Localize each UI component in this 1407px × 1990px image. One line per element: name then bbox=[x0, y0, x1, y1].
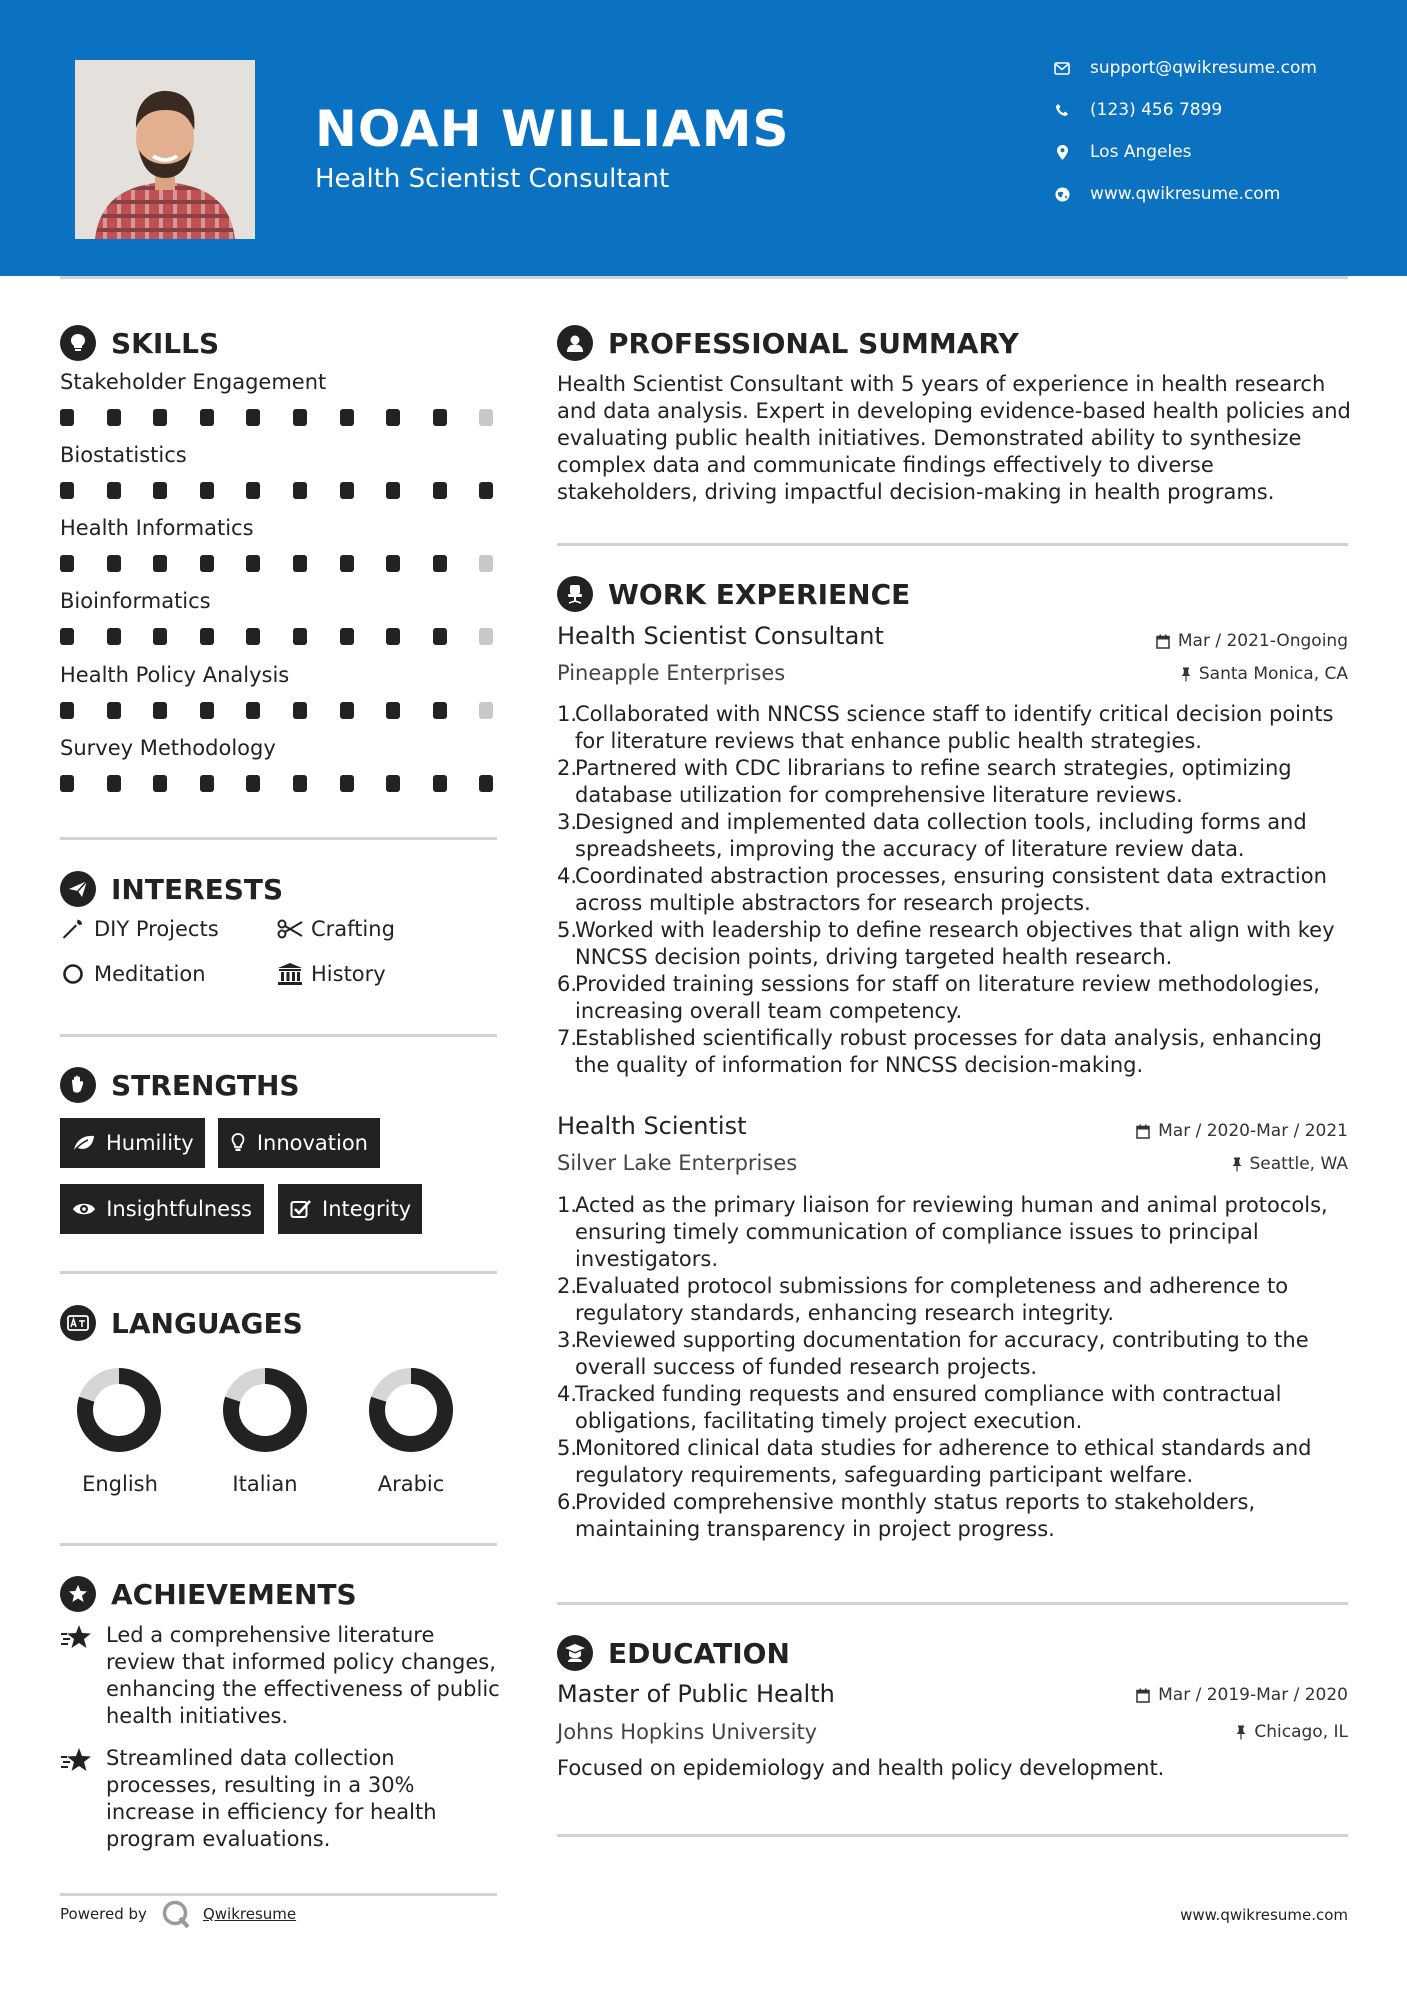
responsibility-number: 2. bbox=[557, 756, 578, 780]
responsibility-text: Designed and implemented data collection tools, including forms and spreadsheets, improving the accuracy of literature review data. bbox=[575, 810, 1307, 861]
education-location-text: Chicago, IL bbox=[1254, 1722, 1348, 1742]
education-heading: EDUCATION bbox=[608, 1636, 790, 1670]
qwikresume-logo-icon bbox=[161, 1899, 191, 1929]
education-degree: Master of Public Health bbox=[557, 1680, 835, 1708]
pushpin-icon bbox=[1232, 1157, 1242, 1172]
header-divider bbox=[60, 276, 1348, 279]
star-badge-icon bbox=[60, 1576, 96, 1612]
responsibility-item bbox=[557, 1025, 1357, 1079]
skill-rating-dot bbox=[60, 482, 74, 499]
language-level-ring bbox=[76, 1367, 162, 1453]
skill-label: Health Policy Analysis bbox=[60, 663, 290, 687]
skill-rating bbox=[60, 775, 500, 793]
skill-rating-dot bbox=[293, 628, 307, 645]
skill-rating-dot bbox=[60, 702, 74, 719]
skill-rating-dot bbox=[246, 482, 260, 499]
check-square-icon bbox=[290, 1199, 312, 1219]
skill-rating-dot bbox=[340, 628, 354, 645]
skill-rating-dot bbox=[479, 628, 493, 645]
responsibility-text: Monitored clinical data studies for adherence to ethical standards and regulatory requirements, safeguarding participant welfare. bbox=[575, 1436, 1312, 1487]
responsibility-number: 3. bbox=[557, 1328, 578, 1352]
powered-by bbox=[60, 1899, 296, 1929]
job-title: Health Scientist bbox=[557, 1112, 747, 1140]
experience-section-heading bbox=[557, 576, 910, 612]
pushpin-icon bbox=[1236, 1725, 1246, 1740]
skill-rating-dot bbox=[246, 775, 260, 792]
education-school: Johns Hopkins University bbox=[557, 1720, 818, 1744]
pushpin-icon bbox=[1181, 667, 1191, 682]
candidate-title: Health Scientist Consultant bbox=[315, 164, 670, 194]
leaf-icon bbox=[72, 1134, 96, 1152]
section-divider bbox=[60, 837, 497, 840]
responsibility-item bbox=[557, 1381, 1357, 1435]
skill-rating-dot bbox=[107, 628, 121, 645]
responsibility-text: Evaluated protocol submissions for completeness and adherence to regulatory standards, enhancing research integrity. bbox=[575, 1274, 1289, 1325]
skill-rating-dot bbox=[479, 775, 493, 792]
skill-rating-dot bbox=[433, 409, 447, 426]
section-divider bbox=[60, 1034, 497, 1037]
skill-rating-dot bbox=[433, 482, 447, 499]
calendar-icon bbox=[1136, 1124, 1150, 1139]
skill-rating-dot bbox=[340, 409, 354, 426]
circle-icon bbox=[60, 963, 86, 985]
skill-rating-dot bbox=[107, 702, 121, 719]
section-divider bbox=[60, 1893, 497, 1896]
responsibility-item bbox=[557, 755, 1357, 809]
strength-chip bbox=[60, 1118, 205, 1168]
responsibility-item bbox=[557, 701, 1357, 755]
skill-rating-dot bbox=[200, 775, 214, 792]
skill-rating-dot bbox=[479, 702, 493, 719]
user-icon bbox=[557, 325, 593, 361]
contact-location-text: Los Angeles bbox=[1090, 142, 1192, 162]
responsibility-item bbox=[557, 1192, 1357, 1273]
graduate-icon bbox=[557, 1635, 593, 1671]
interests-heading: INTERESTS bbox=[111, 872, 284, 906]
achievement-text: Streamlined data collection processes, resulting in a 30% increase in efficiency for health program evaluations. bbox=[106, 1746, 437, 1851]
contact-website-text: www.qwikresume.com bbox=[1090, 184, 1281, 204]
responsibility-text: Partnered with CDC librarians to refine search strategies, optimizing database utilization for comprehensive literature reviews. bbox=[575, 756, 1292, 807]
responsibility-number: 5. bbox=[557, 918, 578, 942]
skill-rating-dot bbox=[153, 555, 167, 572]
phone-icon bbox=[1050, 103, 1074, 117]
education-description: Focused on epidemiology and health policy development. bbox=[557, 1756, 1165, 1780]
language-level-ring bbox=[368, 1367, 454, 1453]
achievements-section-heading bbox=[60, 1576, 357, 1612]
responsibility-item bbox=[557, 1489, 1357, 1543]
qwikresume-link[interactable]: Qwikresume bbox=[202, 1905, 297, 1923]
skill-rating bbox=[60, 409, 500, 427]
interest-label: Crafting bbox=[311, 917, 395, 941]
strength-chip bbox=[218, 1118, 380, 1168]
job-location bbox=[1181, 664, 1348, 684]
skill-rating-dot bbox=[246, 555, 260, 572]
skill-rating-dot bbox=[60, 775, 74, 792]
interest-label: History bbox=[311, 962, 386, 986]
skill-rating-dot bbox=[340, 482, 354, 499]
skill-rating-dot bbox=[60, 628, 74, 645]
skill-rating-dot bbox=[107, 555, 121, 572]
section-divider bbox=[60, 1543, 497, 1546]
responsibility-text: Reviewed supporting documentation for accuracy, contributing to the overall success of funded research projects. bbox=[575, 1328, 1309, 1379]
skill-rating-dot bbox=[433, 555, 447, 572]
skill-label: Biostatistics bbox=[60, 443, 187, 467]
education-location bbox=[1236, 1722, 1348, 1742]
responsibility-text: Established scientifically robust processes for data analysis, enhancing the quality of information for NNCSS decision-making. bbox=[575, 1026, 1322, 1077]
summary-heading: PROFESSIONAL SUMMARY bbox=[608, 326, 1019, 360]
summary-section-heading bbox=[557, 325, 1019, 361]
skills-heading: SKILLS bbox=[111, 326, 220, 360]
skill-rating-dot bbox=[293, 482, 307, 499]
skill-rating-dot bbox=[60, 555, 74, 572]
skill-rating-dot bbox=[200, 628, 214, 645]
section-divider bbox=[557, 1602, 1348, 1605]
office-chair-icon bbox=[557, 576, 593, 612]
interest-label: Meditation bbox=[94, 962, 206, 986]
job-company: Silver Lake Enterprises bbox=[557, 1151, 798, 1175]
language-name: Arabic bbox=[377, 1472, 445, 1496]
interest-label: DIY Projects bbox=[94, 917, 219, 941]
interests-section-heading bbox=[60, 871, 283, 907]
skill-rating-dot bbox=[246, 409, 260, 426]
language-icon bbox=[60, 1305, 96, 1341]
skill-rating bbox=[60, 555, 500, 573]
skill-rating-dot bbox=[153, 482, 167, 499]
responsibility-number: 2. bbox=[557, 1274, 578, 1298]
skill-rating-dot bbox=[479, 409, 493, 426]
skill-rating-dot bbox=[153, 775, 167, 792]
interest-item bbox=[277, 962, 386, 986]
skill-rating bbox=[60, 702, 500, 720]
interest-item bbox=[60, 962, 206, 986]
responsibility-text: Tracked funding requests and ensured compliance with contractual obligations, facilitating timely project execution. bbox=[575, 1382, 1282, 1433]
job-dates bbox=[1136, 1121, 1348, 1141]
skill-rating-dot bbox=[433, 702, 447, 719]
contact-email[interactable] bbox=[1050, 58, 1317, 78]
wrench-icon bbox=[60, 918, 86, 940]
job-location-text: Seattle, WA bbox=[1249, 1154, 1348, 1174]
responsibility-number: 1. bbox=[557, 702, 578, 726]
lightbulb-icon bbox=[230, 1133, 247, 1153]
contact-website[interactable] bbox=[1050, 184, 1280, 204]
skill-rating-dot bbox=[153, 702, 167, 719]
skill-rating-dot bbox=[107, 482, 121, 499]
education-dates bbox=[1136, 1685, 1348, 1705]
responsibility-text: Acted as the primary liaison for reviewing human and animal protocols, ensuring timely communication of compliance issues to principal investigators. bbox=[575, 1193, 1328, 1271]
languages-heading: LANGUAGES bbox=[111, 1306, 303, 1340]
skill-rating-dot bbox=[293, 409, 307, 426]
envelope-icon bbox=[1050, 62, 1074, 75]
responsibility-number: 6. bbox=[557, 972, 578, 996]
eye-icon bbox=[72, 1201, 96, 1217]
skill-rating-dot bbox=[107, 775, 121, 792]
skill-rating-dot bbox=[340, 775, 354, 792]
language-name: English bbox=[82, 1472, 158, 1496]
skill-rating-dot bbox=[479, 482, 493, 499]
skill-rating-dot bbox=[200, 555, 214, 572]
education-section-heading bbox=[557, 1635, 790, 1671]
map-pin-icon bbox=[1050, 145, 1074, 160]
strength-label: Insightfulness bbox=[106, 1197, 252, 1221]
contact-location bbox=[1050, 142, 1192, 162]
skill-rating-dot bbox=[386, 775, 400, 792]
skill-rating-dot bbox=[340, 702, 354, 719]
lightbulb-icon bbox=[60, 325, 96, 361]
skill-rating-dot bbox=[433, 775, 447, 792]
calendar-icon bbox=[1156, 634, 1170, 649]
responsibility-text: Worked with leadership to define research objectives that align with key NNCSS decision points, driving targeted health research. bbox=[575, 918, 1335, 969]
responsibility-item bbox=[557, 809, 1357, 863]
job-dates-text: Mar / 2021-Ongoing bbox=[1177, 631, 1348, 651]
achievements-heading: ACHIEVEMENTS bbox=[111, 1577, 357, 1611]
strengths-section-heading bbox=[60, 1067, 300, 1103]
responsibility-item bbox=[557, 1435, 1357, 1489]
responsibility-text: Collaborated with NNCSS science staff to identify critical decision points for literature reviews that enhance public health strategies. bbox=[575, 702, 1334, 753]
responsibility-item bbox=[557, 971, 1357, 1025]
skill-rating-dot bbox=[386, 628, 400, 645]
job-title: Health Scientist Consultant bbox=[557, 622, 884, 650]
experience-heading: WORK EXPERIENCE bbox=[608, 577, 911, 611]
job-company: Pineapple Enterprises bbox=[557, 661, 786, 685]
strengths-heading: STRENGTHS bbox=[111, 1068, 300, 1102]
responsibility-number: 5. bbox=[557, 1436, 578, 1460]
skill-rating-dot bbox=[246, 702, 260, 719]
section-divider bbox=[557, 1834, 1348, 1837]
powered-by-label: Powered by bbox=[60, 1905, 147, 1923]
scissors-icon bbox=[277, 919, 303, 939]
responsibility-number: 3. bbox=[557, 810, 578, 834]
skill-rating-dot bbox=[386, 702, 400, 719]
languages-section-heading bbox=[60, 1305, 303, 1341]
star-icon bbox=[60, 1745, 94, 1853]
resume-header bbox=[0, 0, 1407, 276]
skill-rating-dot bbox=[293, 555, 307, 572]
skill-rating-dot bbox=[200, 702, 214, 719]
job-dates bbox=[1156, 631, 1348, 651]
section-divider bbox=[60, 1271, 497, 1274]
education-dates-text: Mar / 2019-Mar / 2020 bbox=[1158, 1685, 1348, 1705]
skill-rating-dot bbox=[153, 628, 167, 645]
skill-rating bbox=[60, 628, 500, 646]
job-location bbox=[1232, 1154, 1349, 1174]
responsibility-text: Coordinated abstraction processes, ensuring consistent data extraction across multiple abstractors for research projects. bbox=[575, 864, 1327, 915]
contact-phone[interactable] bbox=[1050, 100, 1222, 120]
skill-label: Stakeholder Engagement bbox=[60, 370, 327, 394]
responsibility-text: Provided comprehensive monthly status reports to stakeholders, maintaining transparency in project progress. bbox=[575, 1490, 1256, 1541]
skill-rating-dot bbox=[200, 409, 214, 426]
strength-label: Humility bbox=[106, 1131, 194, 1155]
job-responsibilities bbox=[557, 701, 1357, 1079]
star-icon bbox=[60, 1622, 94, 1730]
skill-rating-dot bbox=[479, 555, 493, 572]
summary-text: Health Scientist Consultant with 5 years of experience in health research and data analysis. Expert in developing evidence-based health policies and evaluating public health initiatives. Demonstrated ability to synthesize complex data and communicate findings effectively to diverse stakeholders, driving impactful decision-making in health programs. bbox=[557, 372, 1351, 504]
skill-rating bbox=[60, 482, 500, 500]
responsibility-number: 6. bbox=[557, 1490, 578, 1514]
responsibility-number: 4. bbox=[557, 1382, 578, 1406]
job-location-text: Santa Monica, CA bbox=[1198, 664, 1348, 684]
skill-rating-dot bbox=[200, 482, 214, 499]
calendar-icon bbox=[1136, 1688, 1150, 1703]
responsibility-item bbox=[557, 863, 1357, 917]
skills-section-heading bbox=[60, 325, 219, 361]
skill-rating-dot bbox=[386, 482, 400, 499]
candidate-name: NOAH WILLIAMS bbox=[315, 100, 790, 158]
skill-label: Survey Methodology bbox=[60, 736, 276, 760]
skill-rating-dot bbox=[433, 628, 447, 645]
contact-phone-text: (123) 456 7899 bbox=[1090, 100, 1223, 120]
footer-url[interactable]: www.qwikresume.com bbox=[1180, 1906, 1348, 1924]
responsibility-item bbox=[557, 1273, 1357, 1327]
skill-label: Health Informatics bbox=[60, 516, 254, 540]
museum-icon bbox=[277, 962, 303, 986]
skill-rating-dot bbox=[246, 628, 260, 645]
interest-item bbox=[60, 917, 219, 941]
contact-email-text: support@qwikresume.com bbox=[1090, 58, 1317, 78]
job-responsibilities bbox=[557, 1192, 1357, 1543]
language-level-ring bbox=[222, 1367, 308, 1453]
responsibility-number: 1. bbox=[557, 1193, 578, 1217]
paper-plane-icon bbox=[60, 871, 96, 907]
skill-rating-dot bbox=[293, 702, 307, 719]
achievement-item bbox=[60, 1745, 500, 1853]
skill-rating-dot bbox=[386, 409, 400, 426]
interest-item bbox=[277, 917, 395, 941]
skill-rating-dot bbox=[153, 409, 167, 426]
profile-photo bbox=[75, 60, 255, 239]
globe-icon bbox=[1050, 187, 1074, 202]
skill-rating-dot bbox=[107, 409, 121, 426]
strength-chip bbox=[278, 1184, 422, 1234]
responsibility-number: 7. bbox=[557, 1026, 578, 1050]
responsibility-item bbox=[557, 1327, 1357, 1381]
responsibility-item bbox=[557, 917, 1357, 971]
strength-chip bbox=[60, 1184, 264, 1234]
achievement-text: Led a comprehensive literature review that informed policy changes, enhancing the effectiveness of public health initiatives. bbox=[106, 1623, 500, 1728]
fist-icon bbox=[60, 1067, 96, 1103]
skill-label: Bioinformatics bbox=[60, 589, 211, 613]
job-dates-text: Mar / 2020-Mar / 2021 bbox=[1158, 1121, 1348, 1141]
strength-label: Innovation bbox=[256, 1131, 368, 1155]
skill-rating-dot bbox=[340, 555, 354, 572]
section-divider bbox=[557, 543, 1348, 546]
strength-label: Integrity bbox=[322, 1197, 412, 1221]
skill-rating-dot bbox=[386, 555, 400, 572]
skill-rating-dot bbox=[293, 775, 307, 792]
skill-rating-dot bbox=[60, 409, 74, 426]
responsibility-text: Provided training sessions for staff on literature review methodologies, increasing overall team competency. bbox=[575, 972, 1320, 1023]
language-name: Italian bbox=[232, 1472, 298, 1496]
responsibility-number: 4. bbox=[557, 864, 578, 888]
achievement-item bbox=[60, 1622, 500, 1730]
